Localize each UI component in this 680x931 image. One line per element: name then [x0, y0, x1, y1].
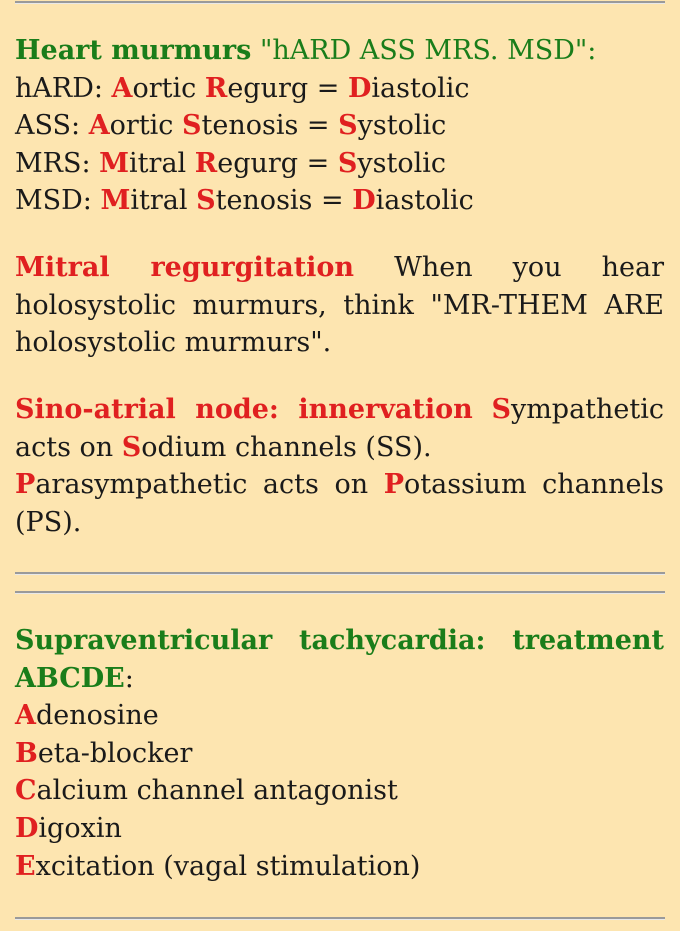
mnemonic-word-rest: tenosis =: [201, 110, 339, 142]
svt-item-text: alcium channel antagonist: [36, 775, 398, 807]
svt-treatment-item: [15, 697, 664, 735]
svt-heading: Supraventricular tachycardia: treatment ABCDE: [15, 625, 664, 694]
sinoatrial-section: [15, 391, 664, 541]
murmur-abbreviation: hARD:: [15, 72, 112, 104]
mnemonic-initial: S: [337, 147, 358, 179]
mnemonic-word-rest: iastolic: [375, 185, 474, 217]
mnemonic-word-rest: iastolic: [371, 72, 470, 104]
svt-initial: B: [15, 737, 38, 769]
section-divider-lower: [15, 591, 665, 594]
mnemonic-initial: R: [204, 72, 228, 104]
potassium-initial: P: [383, 469, 404, 501]
svt-initial: D: [15, 812, 39, 844]
top-divider: [15, 1, 665, 4]
mnemonic-word-rest: ortic: [132, 72, 205, 104]
svt-item-text: igoxin: [38, 812, 122, 844]
bottom-divider: [15, 917, 665, 920]
mnemonic-word-rest: ortic: [109, 110, 183, 142]
sinoatrial-heading: Sino-atrial node: innervation: [15, 394, 473, 425]
sympathetic-initial: S: [491, 394, 511, 425]
svt-treatment-item: [15, 848, 664, 886]
heart-murmurs-heading: Heart murmurs: [15, 35, 252, 66]
mnemonic-word-rest: egurg =: [227, 72, 348, 104]
mnemonic-word-rest: itral: [129, 147, 195, 179]
svt-item-text: denosine: [35, 700, 159, 732]
mnemonic-initial: M: [99, 147, 130, 179]
heart-murmurs-title: [15, 32, 664, 70]
section-divider-upper: [15, 572, 665, 575]
mnemonic-word-rest: tenosis =: [215, 185, 353, 217]
svt-treatment-item: [15, 735, 664, 773]
mnemonic-word-rest: ystolic: [357, 147, 446, 179]
murmur-line: [15, 107, 664, 145]
mnemonic-initial: S: [182, 110, 202, 142]
mitral-regurgitation-section: [15, 249, 664, 362]
murmur-abbreviation: ASS:: [15, 110, 89, 142]
mnemonic-initial: S: [196, 185, 216, 217]
potassium-text: otassium channels (PS).: [15, 469, 664, 538]
svt-initial: E: [15, 850, 36, 882]
murmur-line: [15, 145, 664, 183]
mnemonic-initial: S: [338, 110, 358, 142]
svt-treatment-list: [15, 697, 664, 885]
murmur-lines: [15, 70, 664, 220]
svt-section: [15, 622, 664, 885]
svt-treatment-item: [15, 772, 664, 810]
mnemonic-word-rest: egurg =: [217, 147, 338, 179]
mitral-regurgitation-heading: Mitral regurgitation: [15, 252, 355, 283]
murmur-line: [15, 70, 664, 108]
mnemonic-initial: D: [352, 185, 376, 217]
sympathetic-text: ympathetic acts on: [15, 394, 664, 463]
svt-treatment-item: [15, 810, 664, 848]
heart-murmurs-mnemonic: "hARD ASS MRS. MSD":: [259, 35, 597, 66]
svt-heading-block: [15, 622, 664, 697]
murmur-abbreviation: MRS:: [15, 147, 100, 179]
svt-initial: C: [15, 775, 37, 807]
mnemonic-word-rest: itral: [130, 185, 197, 217]
heart-murmurs-section: [15, 32, 664, 220]
sodium-text: odium channels (SS).: [141, 431, 432, 463]
murmur-line: [15, 182, 664, 220]
sodium-initial: S: [121, 431, 142, 463]
mnemonic-initial: D: [347, 72, 372, 104]
mnemonic-initial: R: [194, 147, 218, 179]
mnemonic-initial: A: [88, 110, 110, 142]
mitral-regurgitation-text: When you hear holosystolic murmurs, think "MR-THEM ARE holosystolic murmurs".: [15, 252, 664, 359]
parasympathetic-initial: P: [15, 469, 36, 501]
sinoatrial-parasympathetic-paragraph: [15, 466, 664, 541]
svt-initial: A: [15, 700, 36, 732]
mnemonic-initial: M: [100, 185, 131, 217]
mnemonic-initial: A: [111, 72, 133, 104]
mnemonic-word-rest: ystolic: [357, 110, 447, 142]
sinoatrial-sympathetic-paragraph: [15, 391, 664, 466]
svt-heading-colon: :: [124, 662, 134, 694]
murmur-abbreviation: MSD:: [15, 185, 101, 217]
svt-item-text: xcitation (vagal stimulation): [35, 850, 421, 882]
svt-item-text: eta-blocker: [37, 737, 193, 769]
parasympathetic-text: arasympathetic acts on: [35, 469, 384, 501]
